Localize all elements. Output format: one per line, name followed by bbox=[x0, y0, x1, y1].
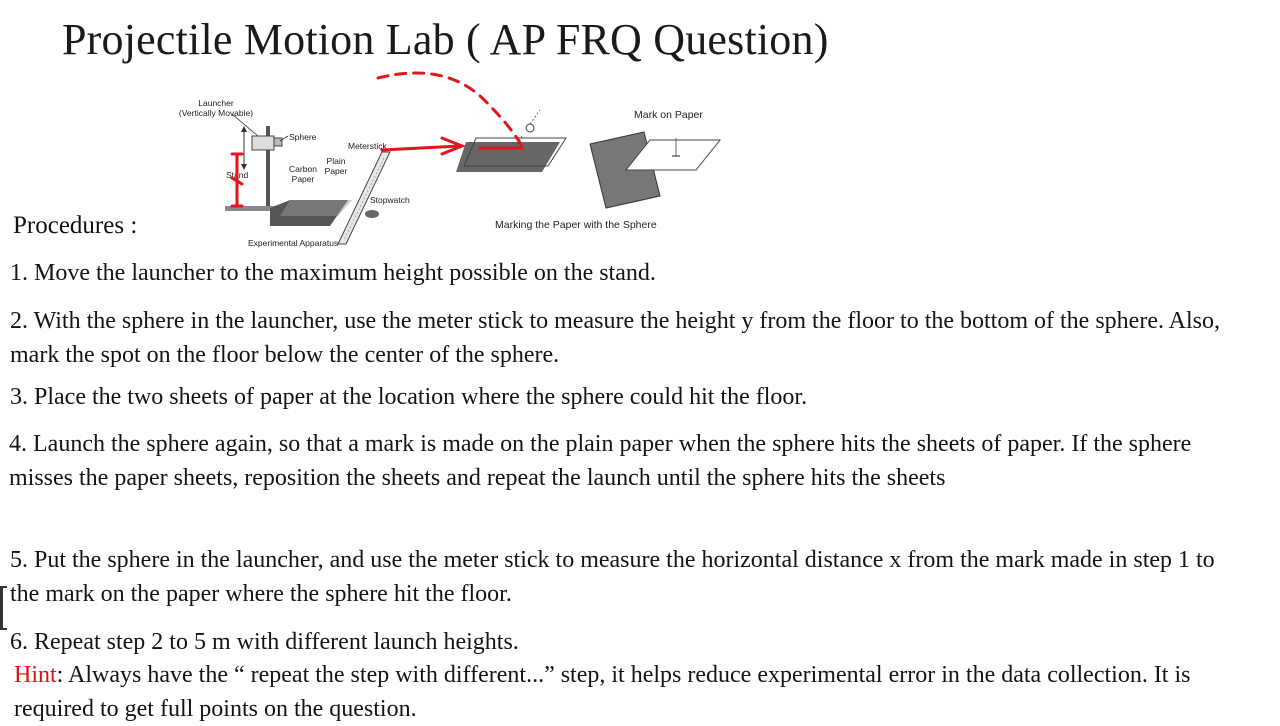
hint-text: : Always have the “ repeat the step with different...” step, it helps reduce experimental error in the data collection. It is required to get full points on the question. bbox=[14, 662, 1191, 722]
launcher-body bbox=[252, 136, 274, 150]
label-carbon-paper-1: Carbon bbox=[289, 164, 317, 174]
procedures-label: Procedures : bbox=[13, 212, 138, 239]
left-edge-bracket bbox=[0, 586, 7, 630]
horizontal-arrow-line bbox=[382, 146, 460, 150]
procedure-step-3: 3. Place the two sheets of paper at the location where the sphere could hit the floor. bbox=[10, 384, 808, 410]
label-stopwatch: Stopwatch bbox=[370, 195, 410, 205]
procedure-step-6: 6. Repeat step 2 to 5 m with different launch heights. bbox=[10, 629, 519, 655]
caption-marking-paper: Marking the Paper with the Sphere bbox=[495, 219, 657, 231]
stopwatch-icon bbox=[365, 210, 379, 218]
procedure-step-5: 5. Put the sphere in the launcher, and use the meter stick to measure the horizontal distance x from the mark made in step 1 to the mark on the paper where the sphere hit the floor. bbox=[10, 547, 1215, 607]
label-mark-on-paper: Mark on Paper bbox=[634, 109, 703, 121]
label-stand: Stand bbox=[226, 170, 249, 180]
label-meterstick: Meterstick bbox=[348, 141, 387, 151]
trajectory-arc bbox=[378, 73, 522, 146]
procedure-step-2: 2. With the sphere in the launcher, use the meter stick to measure the height y from the floor to the bottom of the sphere. Also, mark the spot on the floor below the center of the sphere. bbox=[10, 308, 1220, 368]
procedure-step-4: 4. Launch the sphere again, so that a mark is made on the plain paper when the sphere hits the sheets of paper. If the sphere misses the paper sheets, reposition the sheets and repeat the launch until the sphere hits the sheets bbox=[9, 431, 1192, 491]
label-carbon-paper-2: Paper bbox=[291, 174, 315, 184]
slide-title: Projectile Motion Lab ( AP FRQ Question) bbox=[62, 15, 829, 64]
label-launcher-sub: (Vertically Movable) bbox=[178, 108, 254, 118]
label-plain-paper-1: Plain bbox=[326, 156, 346, 166]
sphere-icon bbox=[526, 124, 534, 132]
caption-experimental-apparatus: Experimental Apparatus bbox=[248, 238, 339, 248]
procedure-step-1: 1. Move the launcher to the maximum height possible on the stand. bbox=[10, 260, 656, 286]
hint-label: Hint bbox=[14, 662, 57, 688]
launcher-nozzle bbox=[274, 138, 282, 146]
label-plain-paper-2: Paper bbox=[324, 166, 348, 176]
apparatus-figure bbox=[170, 66, 730, 252]
apparatus-diagram bbox=[170, 66, 730, 252]
label-sphere: Sphere bbox=[289, 132, 317, 142]
hint-block bbox=[14, 658, 1214, 726]
label-launcher: Launcher bbox=[198, 98, 234, 108]
